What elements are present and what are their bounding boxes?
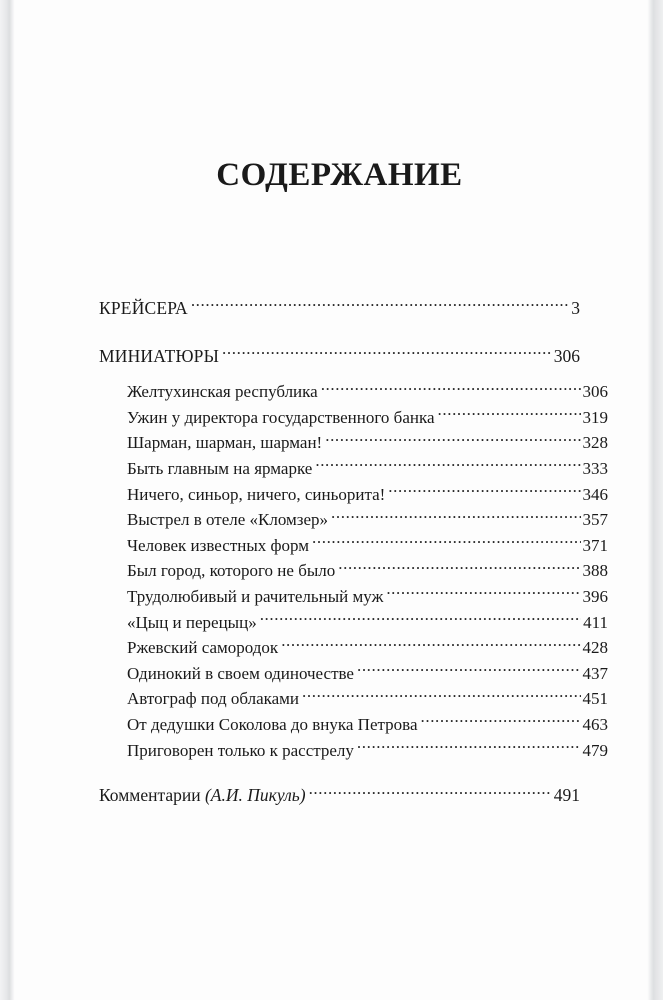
toc-entry-page-number: 451 xyxy=(582,689,608,709)
toc-entry-label: Автограф под облаками xyxy=(127,689,300,709)
toc-entry[interactable] xyxy=(99,712,608,738)
toc-entry[interactable] xyxy=(99,558,608,584)
toc-entry-label: Одинокий в своем одиночестве xyxy=(127,663,354,683)
toc-entry-page-number: 306 xyxy=(582,382,608,402)
toc-leader-dots xyxy=(312,534,580,551)
toc-leader-dots xyxy=(388,483,580,500)
toc-leader-dots xyxy=(309,784,552,802)
toc-leader-dots xyxy=(281,636,580,653)
toc-entry-label xyxy=(99,783,308,809)
toc-entry[interactable] xyxy=(99,738,608,764)
toc-leader-dots xyxy=(357,662,581,679)
toc-entry[interactable] xyxy=(99,610,608,636)
toc-leader-dots xyxy=(302,687,580,704)
page-title: СОДЕРЖАНИЕ xyxy=(216,157,463,193)
toc-entry[interactable] xyxy=(99,584,608,610)
toc-leader-dots xyxy=(260,611,581,628)
toc-entry-label: КРЕЙСЕРА xyxy=(99,298,188,318)
toc-entry-label: Был город, которого не было xyxy=(127,561,336,581)
toc-entry[interactable] xyxy=(99,482,608,508)
toc-entry-label: Ничего, синьор, ничего, синьорита! xyxy=(127,484,386,504)
toc-entry-label: Ржевский самородок xyxy=(127,638,279,658)
toc-leader-dots xyxy=(222,344,552,362)
toc-entry[interactable] xyxy=(99,379,608,405)
toc-entry-label: Ужин у директора государственного банка xyxy=(127,407,435,427)
toc-entry-label: «Цыц и перецыц» xyxy=(127,612,257,632)
toc-entry-page-number: 3 xyxy=(571,298,580,318)
toc-entry[interactable] xyxy=(99,405,608,431)
toc-entry-label: Выстрел в отеле «Кломзер» xyxy=(127,510,329,530)
toc-leader-dots xyxy=(321,380,581,397)
toc-entry[interactable] xyxy=(99,533,608,559)
toc-leader-dots xyxy=(338,559,580,576)
toc-entry[interactable] xyxy=(99,456,608,482)
page-edge-left xyxy=(0,0,15,1000)
commentary-author: (А.И. Пикуль) xyxy=(204,785,306,806)
toc-list xyxy=(99,296,608,809)
toc-entry-page-number: 411 xyxy=(583,612,608,632)
toc-entry-label: От дедушки Соколова до внука Петрова xyxy=(127,714,418,734)
toc-entry-label: МИНИАТЮРЫ xyxy=(99,345,220,366)
toc-entry-label: Приговорен только к расстрелу xyxy=(127,740,354,760)
toc-entry-page-number: 396 xyxy=(582,586,608,606)
toc-entry[interactable] xyxy=(99,430,608,456)
toc-entry-page-number: 463 xyxy=(582,714,608,734)
commentary-title: Комментарии xyxy=(99,785,201,806)
toc-entry-commentary[interactable] xyxy=(99,783,580,809)
toc-leader-dots xyxy=(421,713,581,730)
toc-entry-page-number: 428 xyxy=(582,638,608,658)
toc-entry-page-number: 357 xyxy=(582,510,608,530)
toc-entry-label: Быть главным на ярмарке xyxy=(127,458,313,478)
toc-leader-dots xyxy=(331,508,580,525)
toc-entry-page-number: 437 xyxy=(582,663,608,683)
toc-entry-page-number: 319 xyxy=(582,407,608,427)
toc-entry-page-number: 371 xyxy=(582,535,608,555)
toc-leader-dots xyxy=(325,431,580,448)
toc-entry-page-number: 388 xyxy=(582,561,608,581)
toc-entry[interactable] xyxy=(99,296,580,322)
toc-entry-page-number: 306 xyxy=(553,345,580,366)
toc-entry-label: Человек известных форм xyxy=(127,535,310,555)
toc-entry-label: Желтухинская республика xyxy=(127,382,318,402)
toc-entry-page-number: 479 xyxy=(582,740,608,760)
toc-entry[interactable] xyxy=(99,661,608,687)
toc-leader-dots xyxy=(357,739,581,756)
toc-entry-label: Трудолюбивый и рачительный муж xyxy=(127,586,384,606)
toc-entry-page-number: 328 xyxy=(582,433,608,453)
toc-entry-page-number: 491 xyxy=(553,785,580,806)
toc-leader-dots xyxy=(191,297,569,315)
toc-leader-dots xyxy=(386,585,580,602)
page-edge-right xyxy=(647,0,663,1000)
toc-entry[interactable] xyxy=(99,507,608,533)
toc-entry-page-number: 346 xyxy=(582,484,608,504)
toc-leader-dots xyxy=(438,406,581,423)
toc-entry[interactable] xyxy=(99,344,580,370)
toc-entry-label: Шарман, шарман, шарман! xyxy=(127,433,323,453)
toc-leader-dots xyxy=(315,457,580,474)
toc-entry[interactable] xyxy=(99,686,608,712)
toc-entry-page-number: 333 xyxy=(582,458,608,478)
toc-entry[interactable] xyxy=(99,635,608,661)
